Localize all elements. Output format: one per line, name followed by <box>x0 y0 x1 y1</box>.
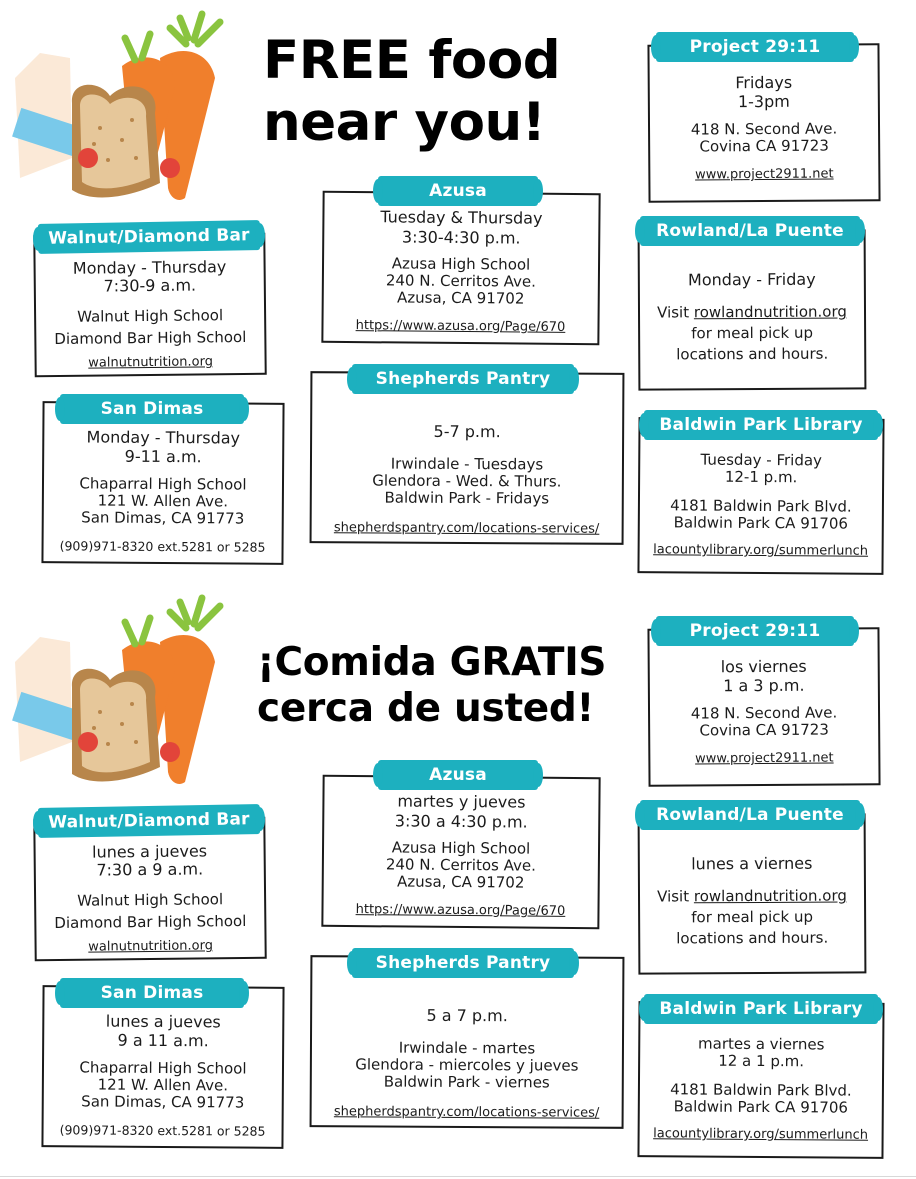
rowland-tag: Rowland/La Puente <box>640 216 860 246</box>
sandwich-carrot-milk-illustration <box>10 8 250 208</box>
azusa-tag: Azusa <box>378 176 538 206</box>
azusa-address-1: 240 N. Cerritos Ave. <box>385 855 536 875</box>
rowland-visit-line <box>640 303 864 321</box>
azusa-time: 3:30 a 4:30 p.m. <box>394 811 528 832</box>
azusa-card <box>321 775 600 929</box>
san-dimas-address-2: San Dimas, CA 91773 <box>81 508 245 528</box>
headline-line-1: ¡Comida GRATIS <box>257 640 607 685</box>
project-2911-card <box>647 627 880 787</box>
library-address-2: Baldwin Park CA 91706 <box>673 1097 849 1117</box>
san-dimas-place: Chaparral High School <box>79 474 247 494</box>
shepherds-line-1: Irwindale - martes <box>398 1038 536 1058</box>
shepherds-card <box>310 955 625 1129</box>
shepherds-time: 5 a 7 p.m. <box>426 1005 508 1026</box>
headline-line-1: FREE food <box>263 30 561 91</box>
shepherds-tag: Shepherds Pantry <box>352 948 574 978</box>
rowland-link[interactable]: rowlandnutrition.org <box>693 886 847 906</box>
headline <box>257 640 606 732</box>
san-dimas-phone: (909)971-8320 ext.5281 or 5285 <box>59 1122 266 1139</box>
project-2911-tag: Project 29:11 <box>656 616 854 646</box>
san-dimas-tag: San Dimas <box>60 394 244 424</box>
project-address-1: 418 N. Second Ave. <box>690 119 838 139</box>
walnut-place-2: Diamond Bar High School <box>54 327 247 349</box>
shepherds-link[interactable]: shepherdspantry.com/locations-services/ <box>333 1104 600 1121</box>
san-dimas-phone: (909)971-8320 ext.5281 or 5285 <box>59 538 266 555</box>
walnut-time: 7:30-9 a.m. <box>103 275 197 296</box>
library-days: martes a viernes <box>698 1034 825 1054</box>
azusa-place: Azusa High School <box>391 838 531 858</box>
shepherds-line-2: Glendora - miercoles y jueves <box>355 1055 579 1075</box>
azusa-address-2: Azusa, CA 91702 <box>396 288 525 308</box>
walnut-days: lunes a jueves <box>92 841 208 862</box>
project-address-2: Covina CA 91723 <box>699 720 829 740</box>
rowland-line-2: for meal pick up <box>691 907 814 927</box>
san-dimas-tag: San Dimas <box>60 978 244 1008</box>
shepherds-line-3: Baldwin Park - Fridays <box>384 488 550 508</box>
san-dimas-time: 9 a 11 a.m. <box>117 1030 209 1051</box>
san-dimas-time: 9-11 a.m. <box>124 446 202 467</box>
san-dimas-days: lunes a jueves <box>105 1011 221 1032</box>
azusa-link[interactable]: https://www.azusa.org/Page/670 <box>355 318 566 335</box>
azusa-tag: Azusa <box>378 760 538 790</box>
rowland-visit: Visit <box>657 887 690 906</box>
sandwich-carrot-milk-illustration <box>10 592 250 792</box>
shepherds-card <box>310 371 625 545</box>
project-time: 1 a 3 p.m. <box>723 675 805 696</box>
library-time: 12 a 1 p.m. <box>718 1051 805 1071</box>
rowland-days: lunes a viernes <box>691 853 813 874</box>
library-days: Tuesday - Friday <box>700 450 823 470</box>
azusa-time: 3:30-4:30 p.m. <box>401 227 521 248</box>
walnut-link[interactable]: walnutnutrition.org <box>88 354 214 371</box>
project-days: Fridays <box>735 72 793 93</box>
project-time: 1-3pm <box>737 91 790 112</box>
library-card <box>637 417 884 575</box>
azusa-place: Azusa High School <box>391 254 531 274</box>
san-dimas-address-2: San Dimas, CA 91773 <box>81 1092 245 1112</box>
english-flyer <box>0 0 916 584</box>
azusa-card <box>321 191 600 345</box>
san-dimas-card <box>41 401 284 565</box>
san-dimas-card <box>41 985 284 1149</box>
project-link[interactable]: www.project2911.net <box>695 166 834 183</box>
san-dimas-address-1: 121 W. Allen Ave. <box>97 1075 229 1095</box>
rowland-line-3: locations and hours. <box>676 928 829 948</box>
shepherds-line-1: Irwindale - Tuesdays <box>390 454 544 474</box>
headline <box>263 30 560 154</box>
rowland-visit-line <box>640 887 864 905</box>
walnut-link[interactable]: walnutnutrition.org <box>88 938 214 955</box>
rowland-tag: Rowland/La Puente <box>640 800 860 830</box>
library-time: 12-1 p.m. <box>724 467 798 487</box>
rowland-card <box>638 229 867 390</box>
azusa-link[interactable]: https://www.azusa.org/Page/670 <box>355 902 566 919</box>
project-link[interactable]: www.project2911.net <box>695 750 834 767</box>
walnut-time: 7:30 a 9 a.m. <box>96 859 204 880</box>
library-tag: Baldwin Park Library <box>644 994 878 1024</box>
rowland-link[interactable]: rowlandnutrition.org <box>693 302 847 322</box>
azusa-days: Tuesday & Thursday <box>380 207 543 228</box>
project-address-2: Covina CA 91723 <box>699 136 829 156</box>
san-dimas-days: Monday - Thursday <box>86 427 241 448</box>
rowland-days: Monday - Friday <box>687 269 816 290</box>
spanish-flyer <box>0 584 916 1168</box>
library-card <box>637 1001 884 1159</box>
project-2911-tag: Project 29:11 <box>656 32 854 62</box>
headline-line-2: near you! <box>263 92 546 153</box>
rowland-card <box>638 813 867 974</box>
walnut-card <box>33 233 266 377</box>
walnut-place-1: Walnut High School <box>77 306 224 326</box>
shepherds-line-3: Baldwin Park - viernes <box>383 1072 550 1092</box>
walnut-place-1: Walnut High School <box>77 890 224 910</box>
shepherds-link[interactable]: shepherdspantry.com/locations-services/ <box>333 520 600 537</box>
library-address-1: 4181 Baldwin Park Blvd. <box>670 1080 852 1100</box>
rowland-line-3: locations and hours. <box>676 344 829 364</box>
library-tag: Baldwin Park Library <box>644 410 878 440</box>
shepherds-tag: Shepherds Pantry <box>352 364 574 394</box>
library-link[interactable]: lacountylibrary.org/summerlunch <box>653 542 869 559</box>
headline-line-2: cerca de usted! <box>257 686 595 731</box>
walnut-days: Monday - Thursday <box>72 257 227 278</box>
project-days: los viernes <box>720 656 807 677</box>
page-divider <box>0 1176 916 1177</box>
shepherds-line-2: Glendora - Wed. & Thurs. <box>372 471 562 491</box>
shepherds-time: 5-7 p.m. <box>433 421 501 442</box>
walnut-card <box>33 817 266 961</box>
san-dimas-address-1: 121 W. Allen Ave. <box>97 491 229 511</box>
library-address-1: 4181 Baldwin Park Blvd. <box>670 496 852 516</box>
project-2911-card <box>647 43 880 203</box>
azusa-address-2: Azusa, CA 91702 <box>396 872 525 892</box>
azusa-days: martes y jueves <box>397 791 526 812</box>
azusa-address-1: 240 N. Cerritos Ave. <box>385 271 536 291</box>
library-link[interactable]: lacountylibrary.org/summerlunch <box>653 1126 869 1143</box>
san-dimas-place: Chaparral High School <box>79 1058 247 1078</box>
walnut-tag: Walnut/Diamond Bar <box>38 804 260 838</box>
walnut-tag: Walnut/Diamond Bar <box>38 220 260 254</box>
rowland-visit: Visit <box>657 303 690 322</box>
library-address-2: Baldwin Park CA 91706 <box>673 513 849 533</box>
project-address-1: 418 N. Second Ave. <box>690 703 838 723</box>
walnut-place-2: Diamond Bar High School <box>54 911 247 933</box>
rowland-line-2: for meal pick up <box>691 323 814 343</box>
